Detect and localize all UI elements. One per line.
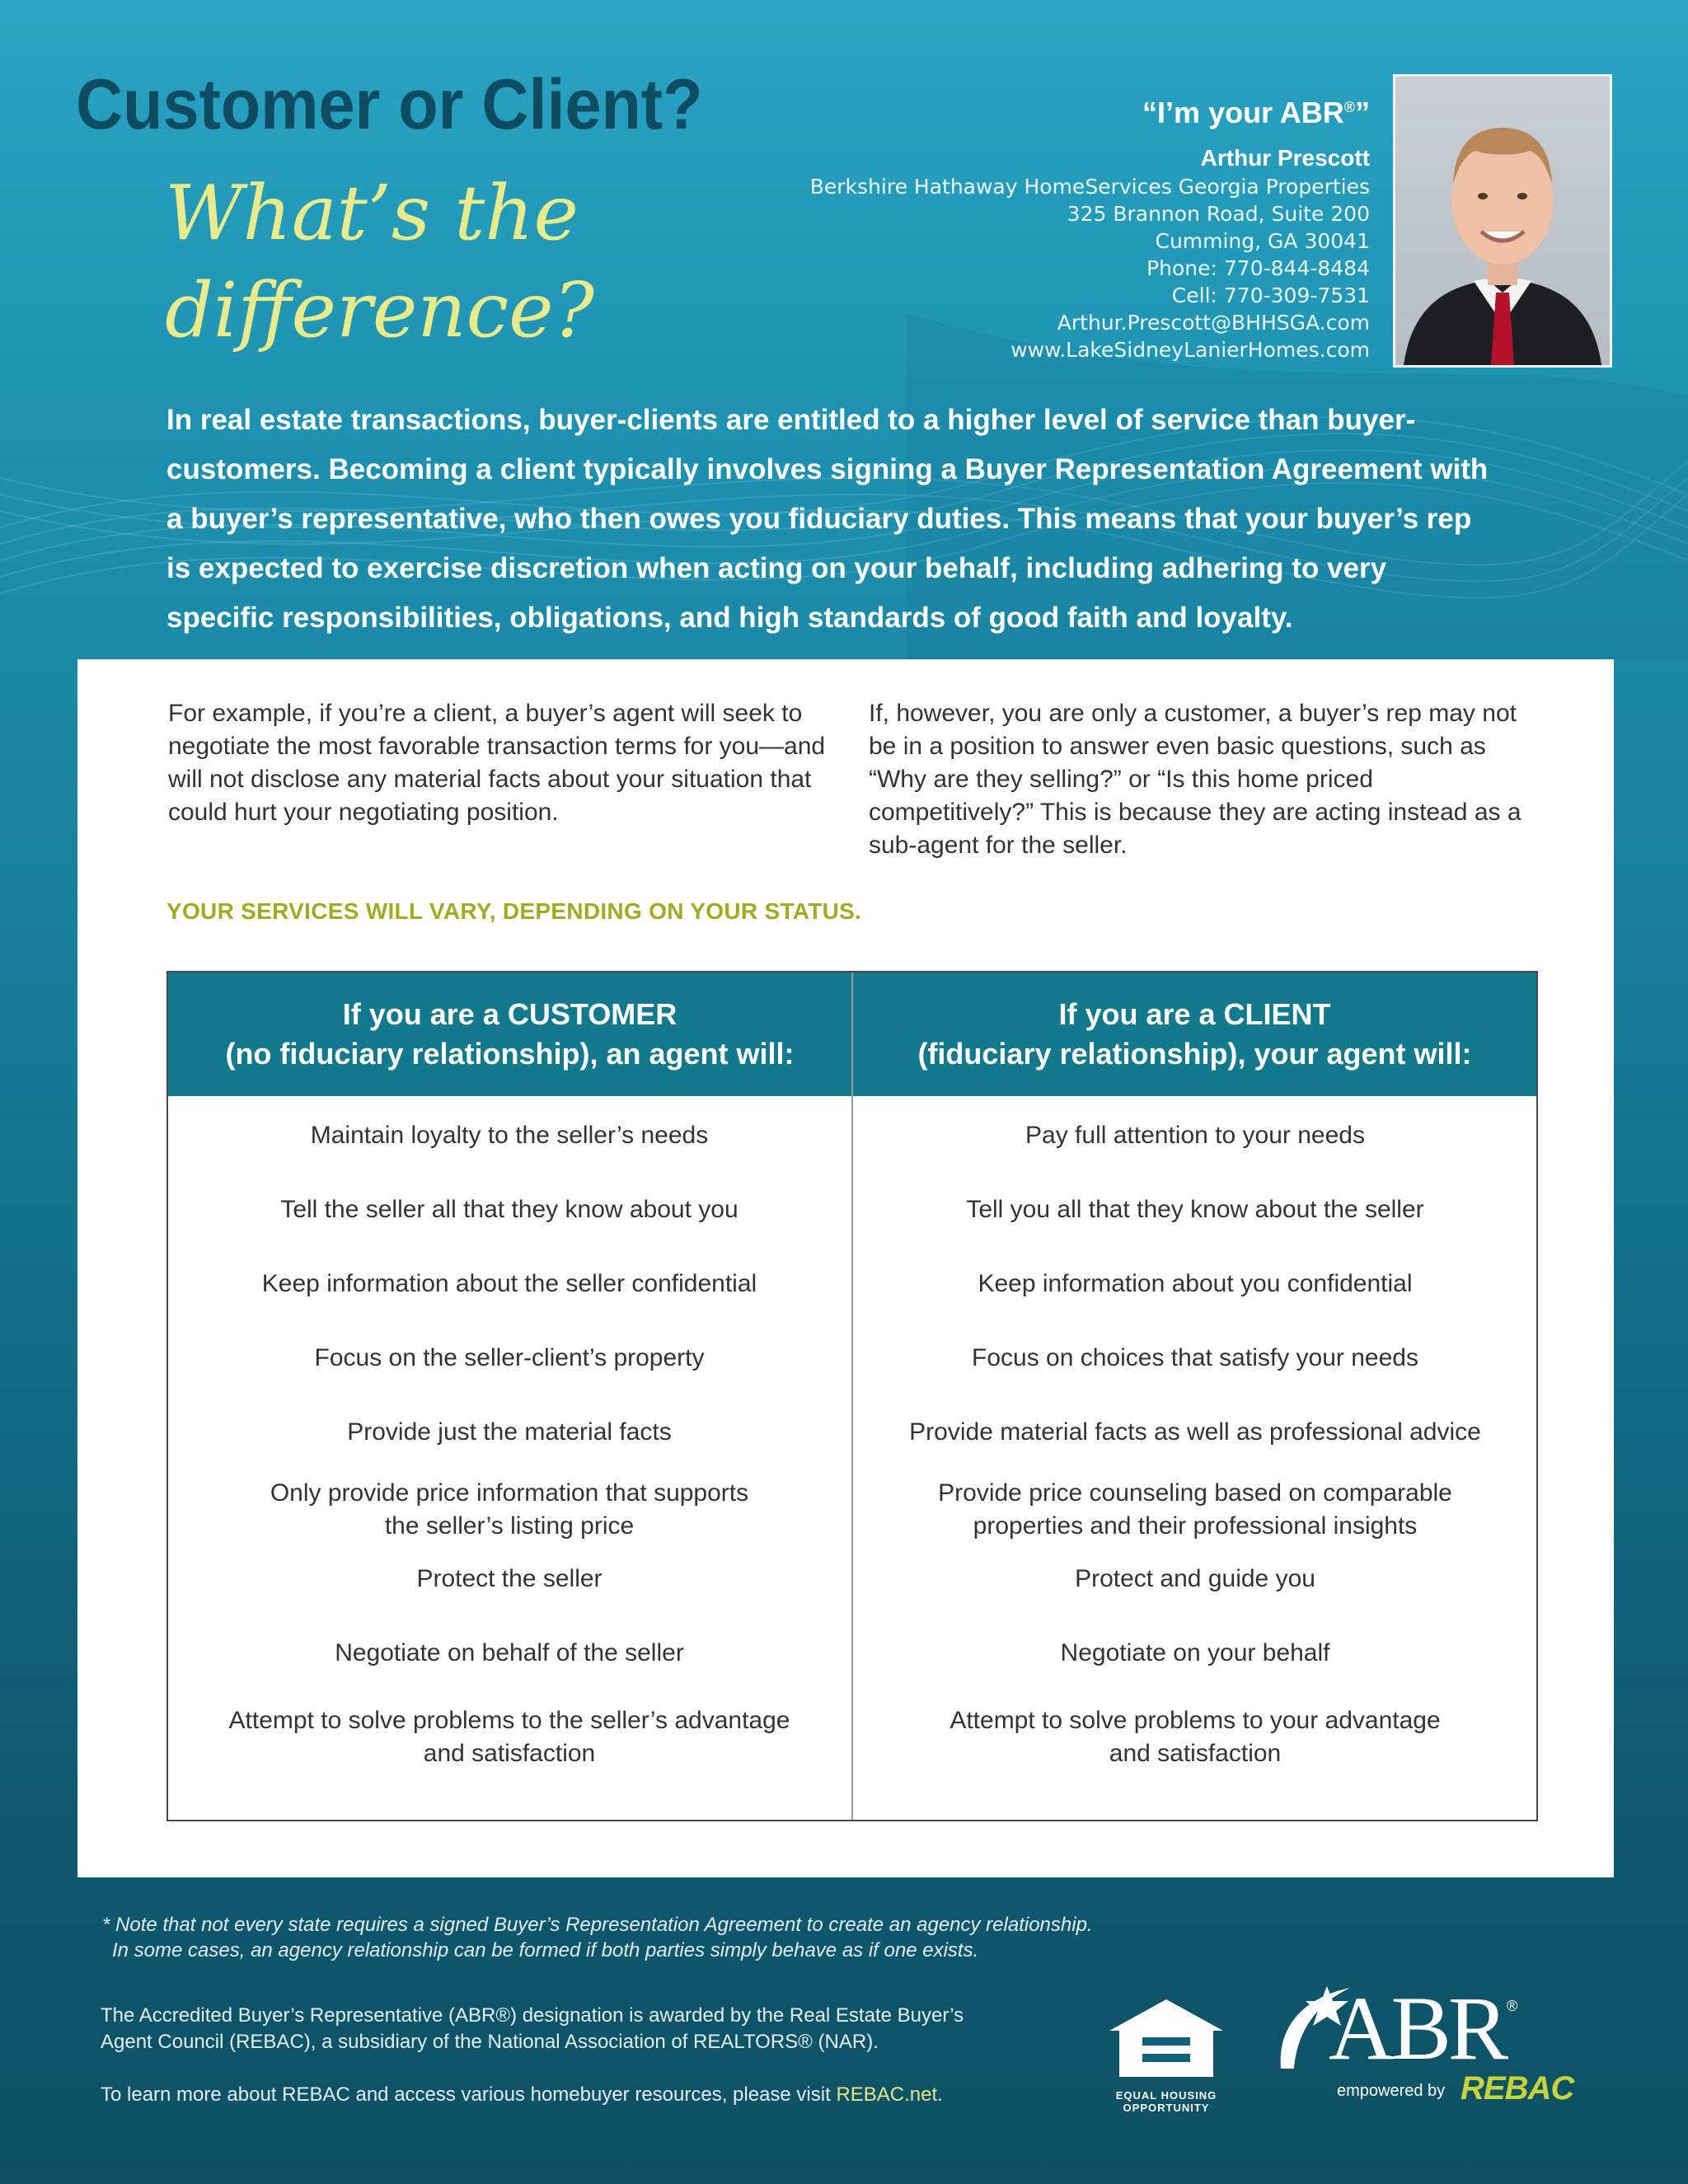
client-cell-line: properties and their professional insights bbox=[973, 1512, 1418, 1540]
customer-cell bbox=[180, 1416, 839, 1449]
customer-cell-line: Only provide price information that supports bbox=[270, 1479, 749, 1507]
client-cell-line: Provide material facts as well as professional advice bbox=[909, 1418, 1481, 1446]
abr-description bbox=[101, 2003, 1073, 2055]
learn-more-text bbox=[101, 2082, 1073, 2108]
customer-cell-line: Protect the seller bbox=[416, 1565, 603, 1592]
agent-portrait-icon bbox=[1395, 77, 1610, 365]
client-cell bbox=[865, 1563, 1525, 1596]
page-subtitle: What’s the difference? bbox=[165, 169, 594, 354]
footnote-line2: In some cases, an agency relationship can be formed if both parties simply behave as if one exists. bbox=[112, 1939, 979, 1961]
customer-cell bbox=[180, 1637, 839, 1670]
customer-cell-line: Focus on the seller-client’s property bbox=[314, 1344, 705, 1371]
customer-cell bbox=[180, 1119, 839, 1152]
abr-description-line2: Agent Council (REBAC), a subsidiary of the National Association of REALTORS® (NAR). bbox=[101, 2031, 879, 2053]
client-cell-line: and satisfaction bbox=[1109, 1740, 1282, 1767]
client-cell-line: Attempt to solve problems to your advantage bbox=[950, 1707, 1441, 1734]
column-divider bbox=[851, 972, 853, 1820]
abr-rebac-logo bbox=[1269, 1978, 1591, 2118]
client-cell-line: Pay full attention to your needs bbox=[1025, 1122, 1365, 1149]
agent-email[interactable]: Arthur.Prescott@BHHSGA.com bbox=[1057, 311, 1370, 335]
tagline-registered-mark: ® bbox=[1343, 99, 1355, 115]
customer-cell bbox=[180, 1193, 839, 1226]
abr-tagline bbox=[810, 96, 1370, 130]
client-cell-line: Tell you all that they know about the seller bbox=[966, 1196, 1424, 1223]
customer-cell-line: Tell the seller all that they know about you bbox=[280, 1196, 738, 1223]
footnote-line1: * Note that not every state requires a signed Buyer’s Representation Agreement to create an agency relationship. bbox=[102, 1914, 1093, 1936]
client-header-line1: If you are a CLIENT bbox=[1058, 997, 1331, 1031]
client-cell bbox=[865, 1268, 1525, 1301]
page-title: Customer or Client? bbox=[76, 65, 703, 144]
agent-company: Berkshire Hathaway HomeServices Georgia Properties bbox=[809, 175, 1370, 199]
client-cell-line: Keep information about you confidential bbox=[978, 1270, 1413, 1297]
customer-cell-line: Attempt to solve problems to the seller’s advantage bbox=[228, 1707, 790, 1734]
agent-address-line2: Cumming, GA 30041 bbox=[1155, 229, 1370, 253]
tagline-text: “I’m your ABR bbox=[1142, 96, 1344, 129]
customer-cell-line: Maintain loyalty to the seller’s needs bbox=[310, 1122, 709, 1149]
content-panel bbox=[77, 659, 1614, 1877]
agent-address-line1: 325 Brannon Road, Suite 200 bbox=[1067, 202, 1370, 226]
customer-cell-line: Keep information about the seller confidential bbox=[261, 1270, 757, 1297]
abr-registered-mark: ® bbox=[1507, 1998, 1518, 2014]
agent-cell: Cell: 770-309-7531 bbox=[1171, 284, 1370, 307]
customer-header-line1: If you are a CUSTOMER bbox=[342, 997, 678, 1031]
customer-cell-line: Provide just the material facts bbox=[347, 1418, 672, 1446]
empowered-by-text: empowered by bbox=[1337, 2082, 1446, 2100]
equal-housing-house-icon bbox=[1104, 1994, 1228, 2085]
equal-housing-logo bbox=[1104, 1994, 1228, 2118]
client-cell bbox=[865, 1193, 1525, 1226]
footnote bbox=[102, 1912, 1093, 1963]
equal-housing-line2: OPPORTUNITY bbox=[1123, 2102, 1210, 2114]
example-client-text: For example, if you’re a client, a buyer’s agent will seek to negotiate the most favorable transaction terms for you—and will not disclose any material facts about your situation that could hurt your negotiating position. bbox=[168, 700, 826, 826]
customer-header-line2: (no fiduciary relationship), an agent will: bbox=[225, 1037, 795, 1071]
client-cell bbox=[865, 1119, 1525, 1152]
client-cell-line: Provide price counseling based on comparable bbox=[938, 1479, 1452, 1507]
client-cell bbox=[865, 1477, 1525, 1543]
comparison-table bbox=[166, 971, 1538, 1821]
customer-cell bbox=[180, 1563, 839, 1596]
client-cell-line: Protect and guide you bbox=[1075, 1565, 1315, 1592]
agent-website[interactable]: www.LakeSidneyLanierHomes.com bbox=[1010, 338, 1370, 362]
client-cell-line: Focus on choices that satisfy your needs bbox=[972, 1344, 1418, 1371]
example-customer-text: If, however, you are only a customer, a buyer’s rep may not be in a position to answer even basic questions, such as “Why are they selling?” or “Is this home priced competitively?” This is because they are acting instead as a sub-agent for the seller. bbox=[869, 700, 1522, 859]
customer-cell bbox=[180, 1342, 839, 1375]
rebac-wordmark: REBAC bbox=[1461, 2070, 1574, 2107]
customer-cell bbox=[180, 1268, 839, 1301]
abr-wordmark: ABR bbox=[1329, 1978, 1506, 2079]
tagline-close-quote: ” bbox=[1355, 96, 1370, 129]
client-cell bbox=[865, 1342, 1525, 1375]
learn-more-label: To learn more about REBAC and access various homebuyer resources, please visit bbox=[101, 2083, 837, 2106]
rebac-link[interactable]: REBAC.net bbox=[836, 2083, 938, 2106]
client-column-header bbox=[853, 972, 1536, 1096]
client-header-line2: (fiduciary relationship), your agent will: bbox=[917, 1037, 1472, 1071]
customer-cell-line: and satisfaction bbox=[423, 1740, 596, 1767]
equal-housing-line1: EQUAL HOUSING bbox=[1115, 2089, 1217, 2102]
client-cell-line: Negotiate on your behalf bbox=[1060, 1639, 1330, 1666]
client-cell bbox=[865, 1416, 1525, 1449]
services-heading: YOUR SERVICES WILL VARY, DEPENDING ON YOUR STATUS. bbox=[166, 898, 862, 924]
customer-cell-line: the seller’s listing price bbox=[384, 1512, 635, 1540]
abr-description-line1: The Accredited Buyer’s Representative (ABR®) designation is awarded by the Real Estate Buyer’s bbox=[101, 2004, 964, 2027]
customer-cell bbox=[180, 1477, 839, 1543]
customer-cell bbox=[180, 1704, 839, 1770]
customer-cell-line: Negotiate on behalf of the seller bbox=[335, 1639, 684, 1666]
learn-more-period: . bbox=[937, 2083, 943, 2106]
client-cell bbox=[865, 1637, 1525, 1670]
customer-column-header bbox=[168, 972, 851, 1096]
client-cell bbox=[865, 1704, 1525, 1770]
agent-phone: Phone: 770-844-8484 bbox=[1146, 256, 1370, 280]
intro-paragraph: In real estate transactions, buyer-clients are entitled to a higher level of service than buyer-customers. Becoming a client typically involves signing a Buyer Representation Agreement with a buyer’s representative, who then owes you fiduciary duties. This means that your buyer’s rep is expected to exercise discretion when acting on your behalf, including adhering to very specific responsibilities, obligations, and high standards of good faith and loyalty. bbox=[166, 404, 1489, 634]
agent-contact-block bbox=[810, 96, 1370, 363]
agent-photo bbox=[1393, 74, 1612, 368]
agent-name: Arthur Prescott bbox=[1200, 145, 1370, 171]
